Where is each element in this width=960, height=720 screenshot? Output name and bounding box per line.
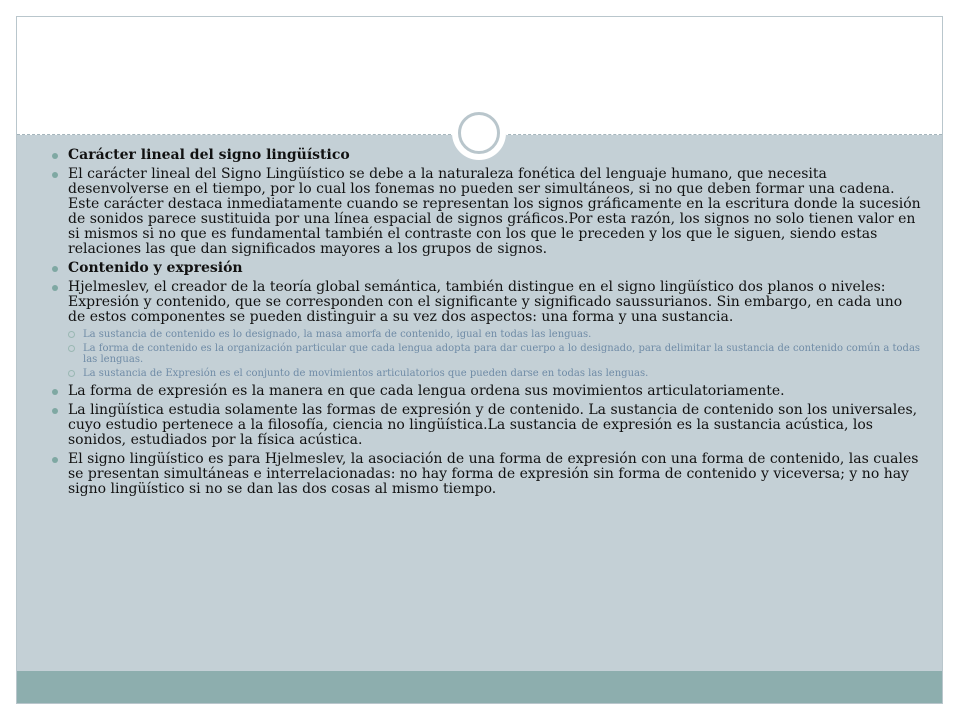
subitem-sustancia-contenido [52,329,922,340]
hollow-bullet-icon [68,345,75,352]
bullet-icon [52,153,58,159]
footer-band [17,671,942,703]
subitem-sustancia-expresion [52,368,922,379]
item-text: La forma de expresión es la manera en que cada lengua ordena sus movimientos articulatoriamente. [68,383,785,399]
heading-caracter-lineal [52,148,922,163]
bullet-icon [52,408,58,414]
item-text: El carácter lineal del Signo Lingüístico se debe a la naturaleza fonética del lenguaje humano, que necesita desenvolverse en el tiempo, por lo cual los fonemas no pueden ser simultáneos, si no que deben formar una cadena. Este carácter destaca inmediatamente cuando se representan los signos gráficamente en la escritura donde la sucesión de sonidos parece sustituida por una línea espacial de signos gráficos.Por esta razón, los signos no solo tienen valor en si mismos si no que es fundamental también el contraste con los que le preceden y los que le siguen, siendo estas relaciones las que dan significados mayores a los grupos de signos. [68,166,921,257]
item-text: Carácter lineal del signo lingüístico [68,147,350,163]
paragraph-caracter-lineal [52,167,922,257]
slide-body [52,148,922,501]
subitem-text: La forma de contenido es la organización particular que cada lengua adopta para dar cuerpo a lo designado, para delimitar la sustancia de contenido común a todas las lenguas. [83,343,921,365]
bullet-icon [52,266,58,272]
item-text: La lingüística estudia solamente las formas de expresión y de contenido. La sustancia de contenido son los universales, cuyo estudio pertenece a la filosofía, ciencia no lingüística.La sustancia de expresión es la sustancia acústica, los sonidos, estudiados por la física acústica. [68,402,918,448]
item-text: Contenido y expresión [68,260,243,276]
paragraph-hjelmeslev [52,280,922,325]
bullet-icon [52,457,58,463]
bullet-icon [52,172,58,178]
paragraph-signo-linguistico [52,452,922,497]
item-text: Hjelmeslev, el creador de la teoría global semántica, también distingue en el signo lingüístico dos planos o niveles: Expresión y contenido, que se corresponden con el significante y significado saussurianos. Sin embargo, en cada uno de estos componentes se pueden distinguir a su vez dos aspectos: una forma y una sustancia. [68,279,903,325]
hollow-bullet-icon [68,370,75,377]
heading-contenido-expresion [52,261,922,276]
item-text: El signo lingüístico es para Hjelmeslev, la asociación de una forma de expresión con una forma de contenido, las cuales se presentan simultáneas e interrelacionadas: no hay forma de expresión sin forma de contenido y viceversa; y no hay signo lingüístico si no se dan las dos cosas al mismo tiempo. [68,451,919,497]
subitem-text: La sustancia de contenido es lo designado, la masa amorfa de contenido, igual en todas las lenguas. [83,329,592,340]
hollow-bullet-icon [68,331,75,338]
bullet-icon [52,389,58,395]
paragraph-linguistica-estudia [52,403,922,448]
subitem-text: La sustancia de Expresión es el conjunto de movimientos articulatorios que pueden darse en todas las lenguas. [83,368,649,379]
subitem-forma-contenido [52,343,922,365]
paragraph-forma-expresion [52,384,922,399]
bullet-icon [52,285,58,291]
